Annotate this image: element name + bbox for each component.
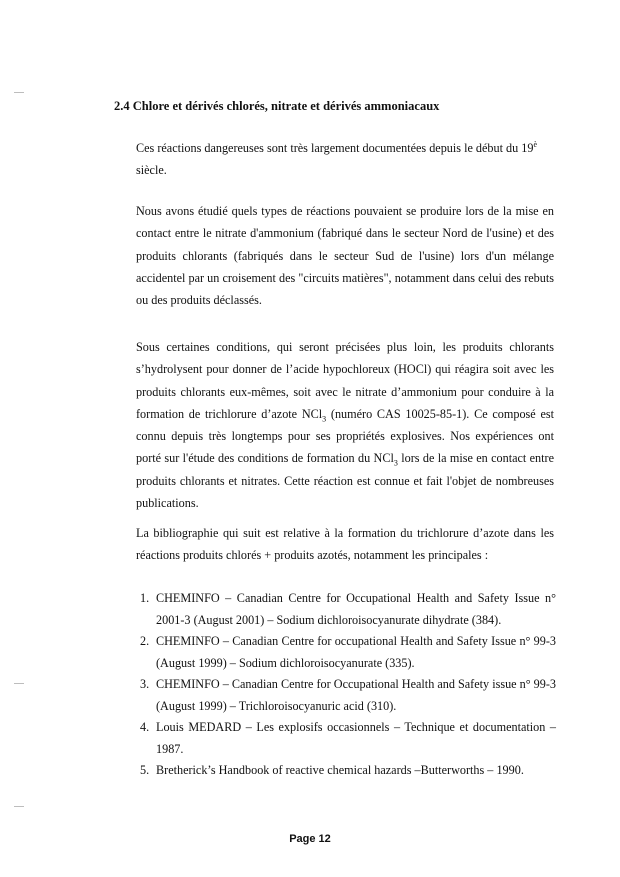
paragraph-bibliography: La bibliographie qui suit est relative à la formation du trichlorure d’azote dans les réactions produits chlorés + produits azotés, notamment les principales : [136, 526, 554, 563]
paragraph-conditions-part2: (numéro CAS 10025-85-1). Ce composé est connu depuis très longtemps pour ses propriétés explosives. Nos expériences ont porté sur l'étude des conditions de formation du NCl [136, 406, 554, 466]
margin-mark [14, 683, 24, 684]
reference-number: 2. [140, 634, 150, 648]
section-title: 2.4 Chlore et dérivés chlorés, nitrate et dérivés ammoniacaux [114, 99, 440, 113]
paragraph-conditions-part3: lors de la mise en contact entre produits chlorants et nitrates. Cette réaction est connue et fait l'objet de nombreuses publications. [136, 451, 554, 511]
paragraph-intro-end: siècle. [136, 163, 167, 178]
reference-text: Bretherick’s Handbook of reactive chemical hazards –Butterworths – 1990. [156, 763, 524, 777]
reference-number: 5. [140, 763, 150, 777]
reference-text: CHEMINFO – Canadian Centre for Occupational Health and Safety issue n° 99-3 (August 1999) – Trichloroisocyanuric acid (310). [156, 677, 556, 713]
subscript: 3 [322, 414, 327, 424]
reference-number: 3. [140, 677, 150, 691]
paragraph-intro-text: Ces réactions dangereuses sont très largement documentées depuis le début du 19 [136, 141, 534, 155]
subscript: 3 [393, 458, 398, 468]
reference-number: 1. [140, 591, 150, 605]
reference-item [126, 674, 556, 717]
reference-text: CHEMINFO – Canadian Centre for occupational Health and Safety Issue n° 99-3 (August 1999) – Sodium dichloroisocyanurate (335). [156, 634, 556, 670]
page-number: Page 12 [289, 833, 331, 845]
margin-mark [14, 806, 24, 807]
paragraph-study: Nous avons étudié quels types de réactions pouvaient se produire lors de la mise en contact entre le nitrate d'ammonium (fabriqué dans le secteur Nord de l'usine) et des produits chlorants (fabriqués dans le secteur Sud de l'usine) lors d'un mélange accidentel par un croisement des "circuits matières", notamment dans celui des rebuts ou des produits déclassés. [136, 204, 554, 308]
reference-item [126, 588, 556, 631]
reference-item [126, 631, 556, 674]
reference-item [126, 760, 556, 782]
superscript: è [533, 139, 538, 149]
reference-list [126, 588, 556, 782]
paragraph-conditions [136, 336, 554, 514]
paragraph-intro [136, 137, 554, 182]
paragraph-conditions-part1: Sous certaines conditions, qui seront précisées plus loin, les produits chlorants s’hydrolysent pour donner de l’acide hypochloreux (HOCl) qui réagira soit avec les produits chlorants eux-mêmes, soit avec le nitrate d’ammonium pour conduire à la formation de trichlorure d’azote NCl [136, 340, 554, 421]
reference-item [126, 717, 556, 760]
reference-number: 4. [140, 720, 150, 734]
reference-text: CHEMINFO – Canadian Centre for Occupational Health and Safety Issue n° 2001-3 (August 2001) – Sodium dichloroisocyanurate dihydrate (384). [156, 591, 556, 627]
margin-mark [14, 92, 24, 93]
reference-text: Louis MEDARD – Les explosifs occasionnels – Technique et documentation – 1987. [156, 720, 556, 756]
